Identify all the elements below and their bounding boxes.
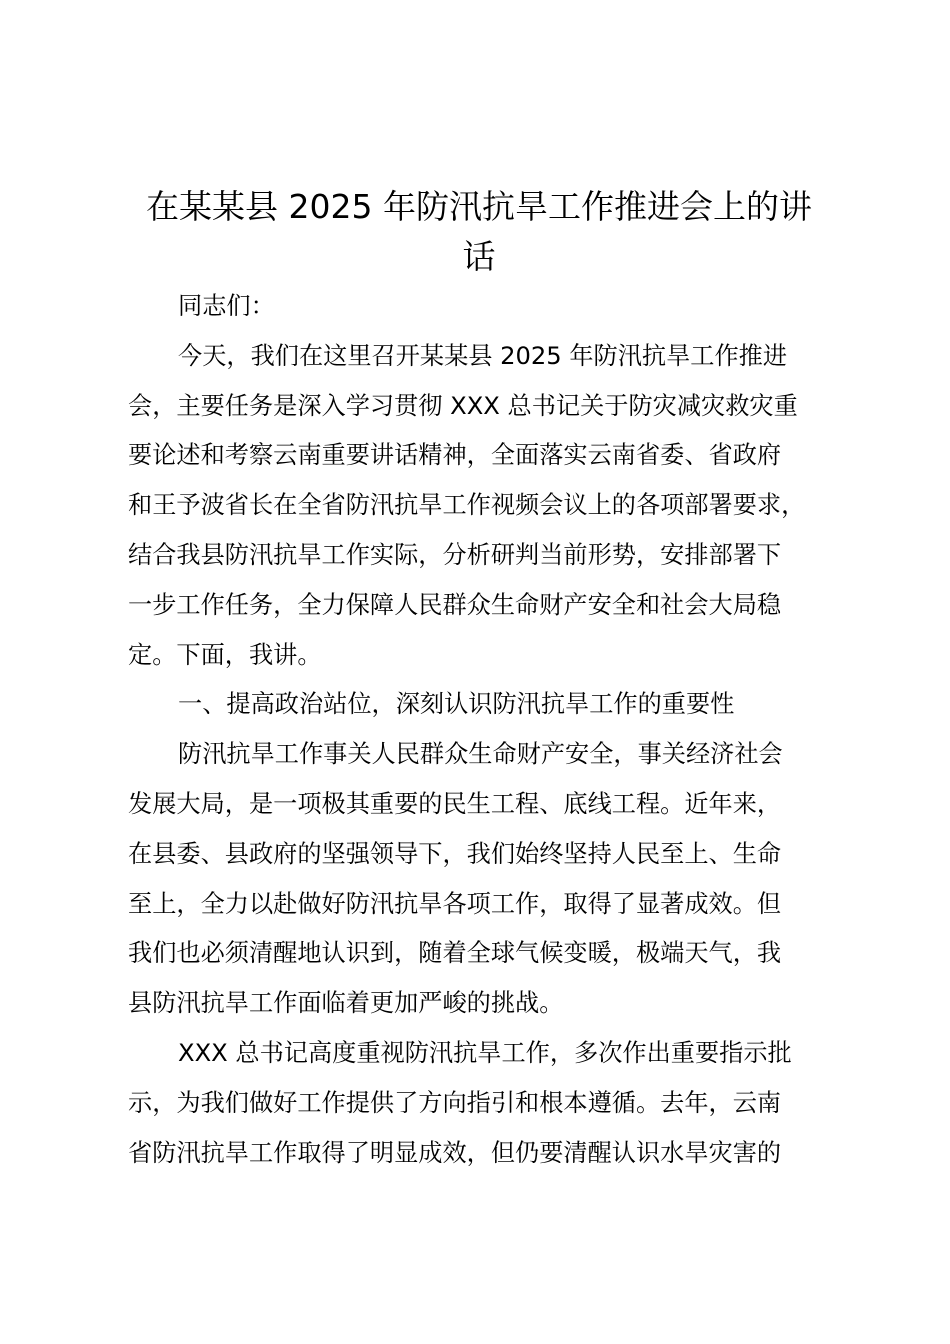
paragraph-line: 发展大局，是一项极其重要的民生工程、底线工程。近年来， [128, 789, 782, 818]
paragraph-line: 防汛抗旱工作事关人民群众生命财产安全，事关经济社会 [178, 740, 783, 769]
paragraph-line: 县防汛抗旱工作面临着更加严峻的挑战。 [128, 989, 564, 1018]
paragraph-line: 一步工作任务，全力保障人民群众生命财产安全和社会大局稳 [128, 590, 782, 619]
paragraph-line: 一、提高政治站位，深刻认识防汛抗旱工作的重要性 [178, 690, 735, 719]
paragraph-line: 同志们： [178, 292, 275, 320]
paragraph-line: 今天，我们在这里召开某某县 2025 年防汛抗旱工作推进 [178, 341, 788, 370]
title-line-2: 话 [462, 237, 496, 276]
title-line-1: 在某某县 2025 年防汛抗旱工作推进会上的讲 [146, 187, 812, 226]
paragraph-line: 在县委、县政府的坚强领导下，我们始终坚持人民至上、生命 [128, 839, 782, 868]
body-paragraph [128, 730, 856, 1029]
paragraph-line: 和王予波省长在全省防汛抗旱工作视频会议上的各项部署要求， [128, 491, 806, 520]
opening-paragraph [128, 332, 856, 681]
salutation-paragraph [128, 282, 856, 332]
section-heading [128, 680, 856, 730]
paragraph-line: 示，为我们做好工作提供了方向指引和根本遵循。去年，云南 [128, 1088, 782, 1117]
paragraph-line: 我们也必须清醒地认识到，随着全球气候变暖，极端天气，我 [128, 939, 782, 968]
paragraph-line: 要论述和考察云南重要讲话精神，全面落实云南省委、省政府 [128, 441, 782, 470]
document-title [120, 182, 838, 282]
paragraph-line: 结合我县防汛抗旱工作实际，分析研判当前形势，安排部署下 [128, 540, 782, 569]
body-paragraph [128, 1029, 856, 1178]
document-body [128, 282, 856, 1178]
paragraph-line: 至上，全力以赴做好防汛抗旱各项工作，取得了显著成效。但 [128, 889, 782, 918]
paragraph-line: 省防汛抗旱工作取得了明显成效，但仍要清醒认识水旱灾害的 [128, 1138, 782, 1167]
paragraph-line: XXX 总书记高度重视防汛抗旱工作，多次作出重要指示批 [178, 1038, 792, 1067]
paragraph-line: 定。下面，我讲。 [128, 640, 322, 669]
paragraph-line: 会，主要任务是深入学习贯彻 XXX 总书记关于防灾减灾救灾重 [128, 391, 798, 420]
